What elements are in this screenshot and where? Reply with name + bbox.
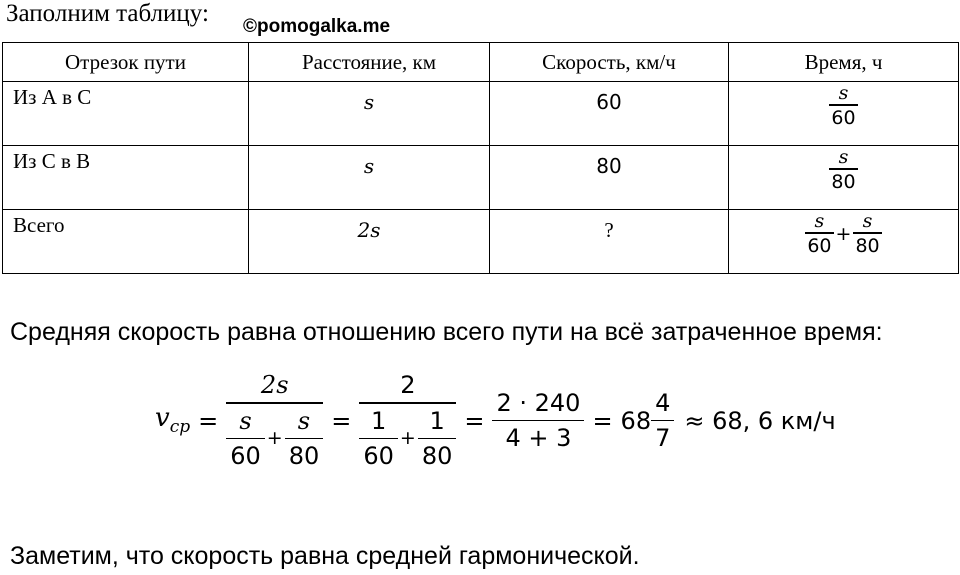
fraction-denominator: 80 [288, 442, 320, 470]
fraction-denominator: 7 [655, 424, 671, 453]
fraction-denominator: 60 [363, 442, 394, 470]
header-speed: Скорость, км/ч [490, 43, 729, 82]
cell-time-fraction [829, 146, 857, 194]
mixed-whole: 68 [620, 406, 652, 435]
data-table [2, 42, 959, 274]
nested-fraction [285, 404, 324, 474]
formula-fraction-2 [359, 368, 456, 473]
fraction-numerator: s [862, 210, 873, 232]
fraction-numerator: s [297, 406, 311, 435]
intro-text: Заполним таблицу: [6, 0, 209, 27]
fraction-denominator: 60 [831, 106, 856, 129]
cell-distance: s [363, 90, 375, 114]
cell-distance: s [363, 154, 375, 178]
fraction-numerator: 4 [655, 388, 671, 417]
fraction-numerator: 1 [429, 406, 445, 435]
fraction-numerator: s [814, 210, 825, 232]
header-segment: Отрезок пути [3, 43, 249, 82]
fraction-denominator: 4 + 3 [505, 424, 572, 453]
cell-time-fraction [853, 210, 881, 258]
equals-sign: = [331, 406, 352, 435]
table-row [3, 210, 959, 274]
cell-speed: ? [604, 218, 614, 242]
approx-result: ≈ 68, 6 км/ч [684, 406, 836, 435]
fraction-denominator: 60 [807, 234, 832, 257]
header-distance: Расстояние, км [249, 43, 490, 82]
formula-fraction-1 [226, 368, 323, 473]
speed-formula [155, 368, 836, 473]
cell-segment: Из А в С [3, 82, 249, 146]
plus-sign: + [835, 222, 852, 245]
fraction-numerator: s [838, 146, 849, 168]
cell-time-fraction [829, 82, 857, 130]
equals-sign: = [464, 406, 485, 435]
fraction-numerator: 1 [370, 406, 387, 435]
cell-time-fraction [805, 210, 833, 258]
nested-fraction [226, 404, 265, 474]
equals-sign: = [198, 406, 219, 435]
table-header-row [3, 43, 959, 82]
fraction-denominator [359, 404, 456, 474]
mixed-fraction [651, 386, 674, 456]
plus-sign: + [266, 427, 283, 450]
cell-distance: 2s [357, 218, 381, 242]
nested-fraction [418, 404, 457, 474]
cell-segment: Всего [3, 210, 249, 274]
mixed-number [621, 386, 675, 456]
header-time: Время, ч [729, 43, 959, 82]
table-row [3, 82, 959, 146]
fraction-numerator: 2 [400, 371, 416, 399]
fraction-denominator: 60 [230, 442, 261, 470]
fraction-denominator [226, 404, 323, 474]
fraction-numerator: 2 · 240 [496, 388, 581, 417]
table-row [3, 146, 959, 210]
plus-sign: + [399, 427, 416, 450]
fraction-denominator: 80 [421, 442, 453, 470]
formula-fraction-3 [492, 386, 584, 456]
note-text: Заметим, что скорость равна средней гармонической. [10, 542, 640, 570]
fraction-numerator: 2s [260, 371, 289, 399]
fraction-numerator: s [239, 406, 252, 435]
lhs-subscript: cp [169, 417, 191, 438]
fraction-denominator: 80 [855, 234, 880, 257]
formula-lhs [155, 403, 190, 437]
cell-segment: Из С в В [3, 146, 249, 210]
nested-fraction [359, 404, 398, 474]
watermark: ©pomogalka.me [243, 16, 391, 37]
cell-speed: 60 [596, 90, 622, 114]
average-speed-text: Средняя скорость равна отношению всего пути на всё затраченное время: [10, 318, 883, 346]
cell-speed: 80 [596, 154, 622, 178]
lhs-variable: v [155, 403, 170, 434]
fraction-denominator: 80 [831, 170, 856, 193]
fraction-numerator: s [838, 82, 849, 104]
equals-sign: = [592, 406, 613, 435]
